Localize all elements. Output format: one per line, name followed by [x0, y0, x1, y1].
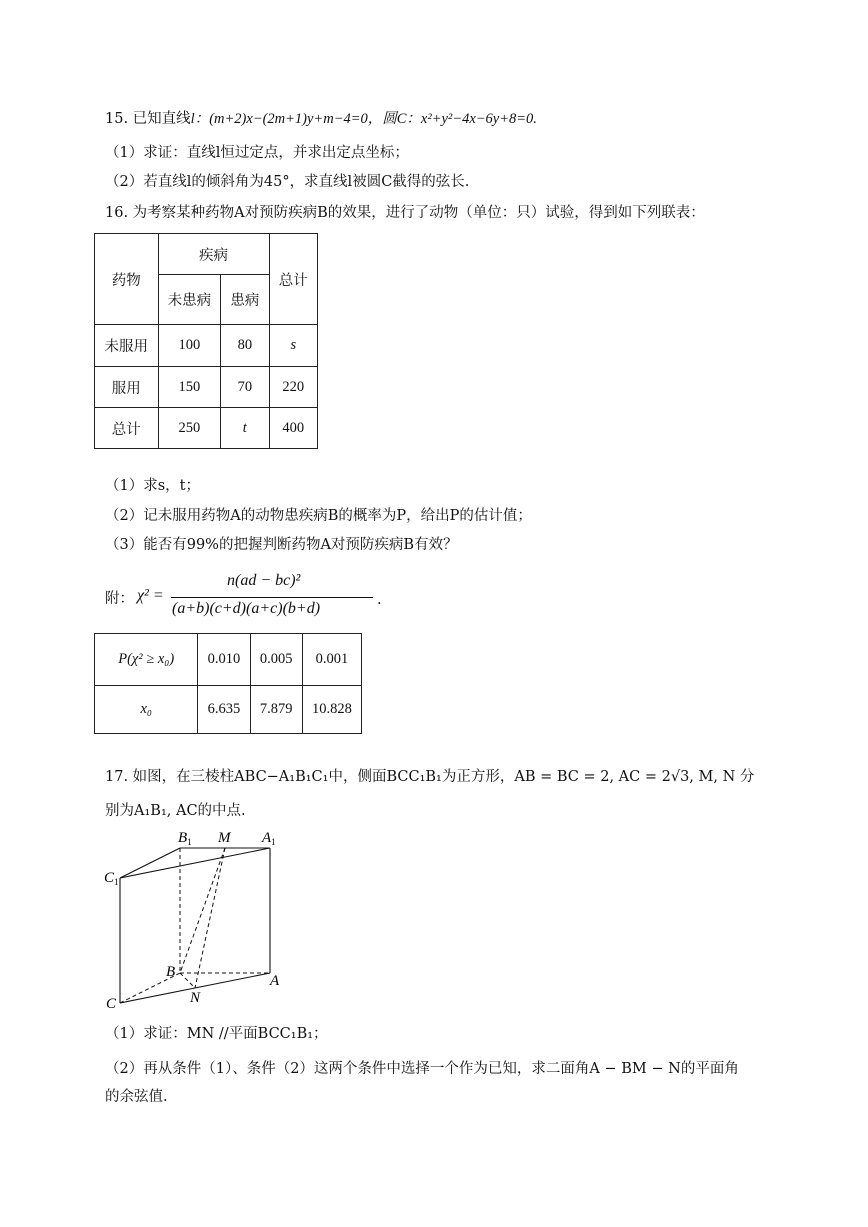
label-b: B: [166, 964, 176, 980]
q17-part2-line1: （2）再从条件（1）、条件（2）这两个条件中选择一个作为已知，求二面角A − BM − N的平面角: [105, 1061, 739, 1077]
chi-square-formula: [105, 572, 405, 628]
table-corner: 药物: [95, 234, 159, 325]
critical-value-table: P(χ² ≥ x₀) 0.010 0.005 0.001 x₀ 6.635 7.879 10.828: [94, 633, 362, 734]
q17-part2-line2: 的余弦值.: [105, 1089, 168, 1105]
table-col-unaffected: 未患病: [158, 275, 221, 325]
q16-part2: （2）记未服用药物A的动物患疾病B的概率为P，给出P的估计值；: [105, 508, 532, 524]
formula-numerator: n(ad − bc)²: [227, 572, 301, 589]
table-col-affected: 患病: [221, 275, 269, 325]
label-c: C: [106, 996, 117, 1012]
label-a: A: [270, 973, 280, 989]
q15-head: 15. 已知直线: [105, 111, 191, 127]
q15-part1: （1）求证：直线l恒过定点，并求出定点坐标；: [105, 145, 409, 161]
fraction-bar: [171, 597, 373, 598]
table-row: 未服用 100 80 s: [95, 325, 318, 367]
q17-line1: 17. 如图，在三棱柱ABC−A₁B₁C₁中，侧面BCC₁B₁为正方形，AB = BC = 2, AC = 2√3, M, N 分: [105, 769, 755, 785]
label-m: M: [218, 830, 231, 846]
label-b1: $B_1$: [178, 830, 192, 847]
q15-line-equation: l：(m+2)x−(2m+1)y+m−4=0，圆C：x²+y²−4x−6y+8=0.: [190, 111, 537, 127]
q17-part1: （1）求证：MN //平面BCC₁B₁；: [105, 1026, 328, 1042]
contingency-table: [94, 233, 318, 449]
q17-line2: 别为A₁B₁, AC的中点.: [105, 803, 246, 819]
appendix-label: 附：: [105, 591, 134, 607]
q15-part2: （2）若直线l的倾斜角为45°，求直线l被圆C截得的弦长.: [105, 174, 470, 190]
ptable-row1-label: P(χ² ≥ x₀): [95, 634, 198, 686]
label-n: N: [190, 990, 201, 1006]
table-row: 服用 150 70 220: [95, 367, 318, 408]
q16-part3: （3）能否有99%的把握判断药物A对预防疾病B有效？: [105, 537, 458, 553]
label-c1: $C_1$: [104, 870, 119, 887]
formula-period: .: [377, 592, 382, 608]
formula-denominator: (a+b)(c+d)(a+c)(b+d): [172, 600, 321, 617]
formula-lhs: χ² =: [137, 587, 164, 604]
table-total-header: 总计: [269, 234, 317, 325]
q16-part1: （1）求s，t；: [105, 478, 200, 494]
table-group-header: 疾病: [158, 234, 269, 275]
q16-intro: 16. 为考察某种药物A对预防疾病B的效果，进行了动物（单位：只）试验，得到如下列联表：: [105, 205, 705, 221]
q15-statement: [105, 109, 537, 129]
table-row: 总计 250 t 400: [95, 408, 318, 449]
prism-figure: [100, 828, 300, 1013]
ptable-row2-label: x₀: [95, 686, 198, 734]
label-a1: $A_1$: [262, 830, 276, 847]
